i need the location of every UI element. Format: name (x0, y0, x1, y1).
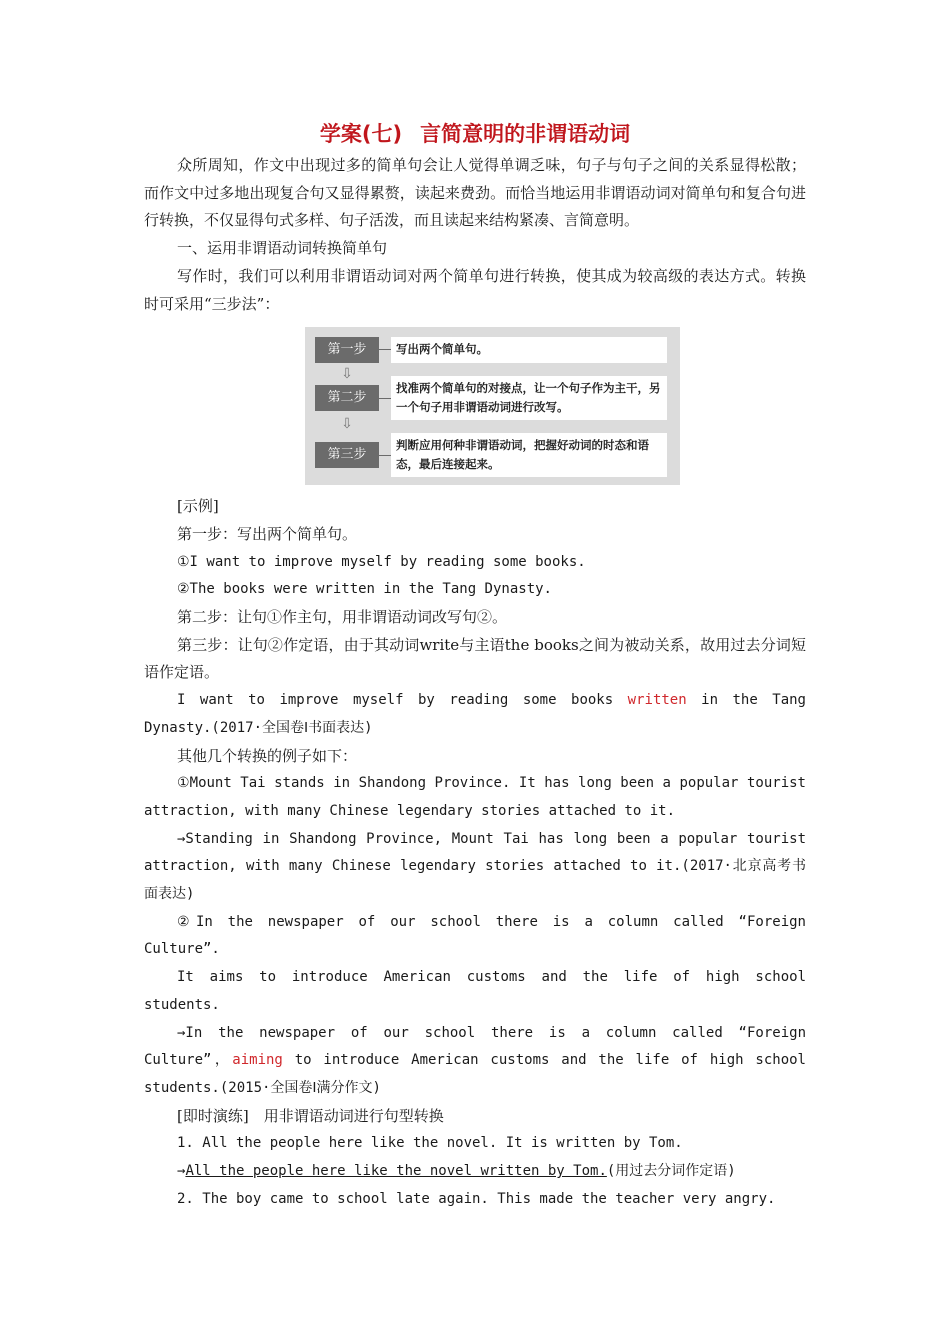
practice-heading: [即时演练] 用非谓语动词进行句型转换 (177, 1106, 444, 1125)
page-title (144, 118, 806, 150)
down-arrow-icon: ⇩ (341, 416, 353, 433)
section-heading: 一、运用非谓语动词转换简单句 (177, 239, 388, 258)
answer-note: (用过去分词作定语) (606, 1163, 736, 1180)
step-2-label: 第二步 (315, 385, 379, 411)
answer-arrow: → (177, 1163, 186, 1180)
step-3-connector (379, 455, 391, 456)
other-example-2-result (144, 1020, 806, 1103)
example-result-source: in the Tang Dynasty.(2017·全国卷Ⅰ书面表达) (144, 692, 806, 736)
highlight-aiming: aiming (232, 1052, 283, 1069)
practice-answer-1 (144, 1158, 806, 1186)
example-step3: 第三步：让句②作定语，由于其动词write与主语the books之间为被动关系，故用过去分词短语作定语。 (144, 635, 806, 682)
example-result (144, 687, 806, 742)
highlight-written: written (627, 692, 687, 709)
step-1-text: 写出两个简单句。 (391, 337, 667, 363)
other-example-2-result-text: →In the newspaper of our school there is a column called “Foreign Culture”， (144, 1024, 806, 1069)
practice-question-2: 2. The boy came to school late again. This made the teacher very angry. (177, 1190, 776, 1207)
down-arrow-icon: ⇩ (341, 366, 353, 383)
document-page (144, 118, 806, 1214)
example-result-text: I want to improve myself by reading some books (177, 692, 628, 709)
section-text: 写作时，我们可以利用非谓语动词对两个简单句进行转换，使其成为较高级的表达方式。转换时可采用“三步法”： (144, 266, 806, 313)
other-example-2a: ②In the newspaper of our school there is a column called “Foreign Culture”. (144, 913, 806, 958)
step-2-text: 找准两个简单句的对接点，让一个句子作为主干，另一个句子用非谓语动词进行改写。 (391, 376, 667, 420)
others-intro: 其他几个转换的例子如下： (177, 746, 358, 765)
other-example-2b: It aims to introduce American customs and the life of high school students. (144, 969, 806, 1013)
title-main: 学案(七) (319, 122, 403, 146)
step-1-connector (379, 349, 391, 350)
other-example-1-result: →Standing in Shandong Province, Mount Tai has long been a popular tourist attraction, with many Chinese legendary stories attached to it.(2017·北京高考书面表达) (144, 830, 806, 903)
example-sentence-2: ②The books were written in the Tang Dynasty. (177, 581, 552, 598)
title-sub: 言简意明的非谓语动词 (420, 122, 631, 146)
three-step-diagram (305, 327, 680, 485)
answer-underlined: All the people here like the novel written by Tom. (185, 1163, 607, 1180)
step-1-label: 第一步 (315, 337, 379, 363)
example-step1: 第一步：写出两个简单句。 (177, 524, 358, 543)
other-example-1: ①Mount Tai stands in Shandong Province. It has long been a popular tourist attraction, with many Chinese legendary stories attached to it. (144, 775, 806, 819)
step-2-connector (379, 398, 391, 399)
step-3-text: 判断应用何种非谓语动词，把握好动词的时态和语态，最后连接起来。 (391, 433, 667, 477)
example-step2: 第二步：让句①作主句，用非谓语动词改写句②。 (177, 608, 508, 627)
other-example-2-result-source: to introduce American customs and the life of high school students.(2015·全国卷Ⅰ满分作文) (144, 1052, 806, 1096)
example-tag: [示例] (177, 497, 219, 516)
intro-paragraph: 众所周知，作文中出现过多的简单句会让人觉得单调乏味，句子与句子之间的关系显得松散；而作文中过多地出现复合句又显得累赘，读起来费劲。而恰当地运用非谓语动词对简单句和复合句进行转换，不仅显得句式多样、句子活泼，而且读起来结构紧凑、言简意明。 (144, 156, 806, 230)
practice-question-1: 1. All the people here like the novel. It is written by Tom. (177, 1135, 683, 1152)
example-sentence-1: ①I want to improve myself by reading some books. (177, 553, 586, 570)
step-3-label: 第三步 (315, 442, 379, 468)
